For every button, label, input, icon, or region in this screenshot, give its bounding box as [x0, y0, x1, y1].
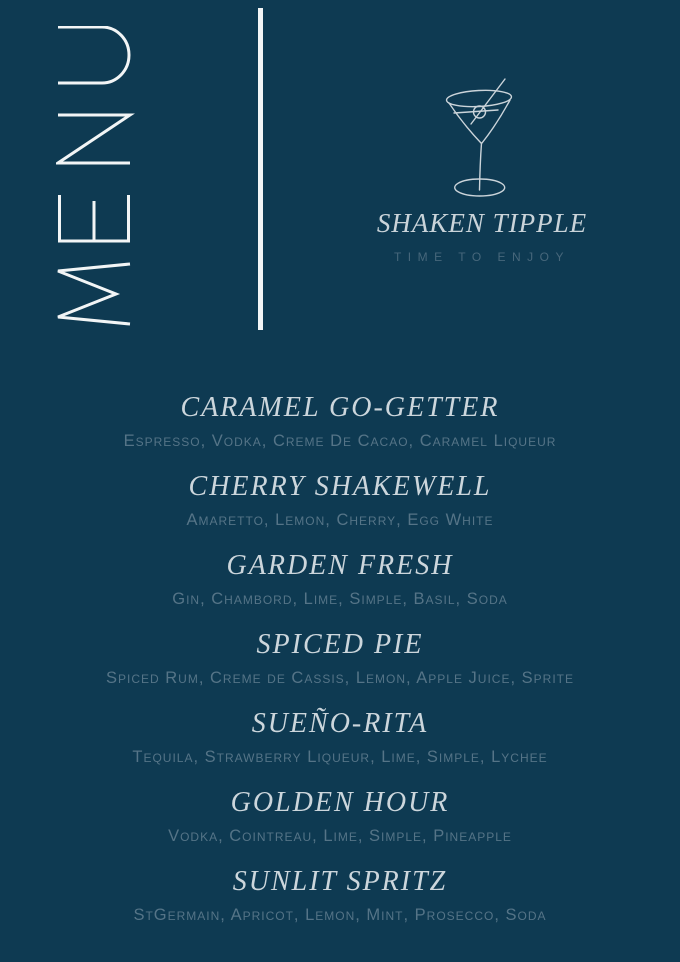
menu-item — [0, 388, 680, 454]
cocktail-name: SUNLIT SPRITZ — [232, 866, 448, 897]
cocktail-ingredients: Tequila, Strawberry Liqueur, Lime, Simple, Lychee — [132, 748, 548, 766]
vertical-menu-title — [56, 26, 136, 328]
cocktail-list — [0, 388, 680, 941]
menu-item — [0, 625, 680, 691]
cocktail-ingredients: Gin, Chambord, Lime, Simple, Basil, Soda — [172, 590, 508, 608]
cocktail-name: CARAMEL GO-GETTER — [180, 392, 500, 423]
cocktail-ingredients: Vodka, Cointreau, Lime, Simple, Pineapple — [168, 827, 512, 845]
cocktail-name: CHERRY SHAKEWELL — [188, 471, 492, 502]
cocktail-name: SUEÑO-RITA — [251, 708, 429, 739]
menu-item — [0, 546, 680, 612]
menu-item — [0, 704, 680, 770]
cocktail-name: GARDEN FRESH — [226, 550, 454, 581]
cocktail-name: SPICED PIE — [256, 629, 424, 660]
menu-item — [0, 862, 680, 928]
cocktail-name: GOLDEN HOUR — [230, 787, 450, 818]
brand-tagline: TIME TO ENJOY — [393, 250, 571, 264]
vertical-divider — [258, 8, 263, 330]
cocktail-ingredients: Spiced Rum, Creme de Cassis, Lemon, Apple Juice, Sprite — [105, 669, 574, 687]
cocktail-ingredients: Espresso, Vodka, Creme De Cacao, Caramel Liqueur — [123, 432, 557, 450]
brand-name: SHAKEN TIPPLE — [376, 208, 588, 238]
menu-item — [0, 783, 680, 849]
menu-item — [0, 467, 680, 533]
brand-block — [352, 72, 612, 264]
cocktail-ingredients: StGermain, Apricot, Lemon, Mint, Prosecco, Soda — [133, 906, 547, 924]
martini-glass-icon — [427, 72, 537, 202]
cocktail-ingredients: Amaretto, Lemon, Cherry, Egg White — [186, 511, 494, 529]
